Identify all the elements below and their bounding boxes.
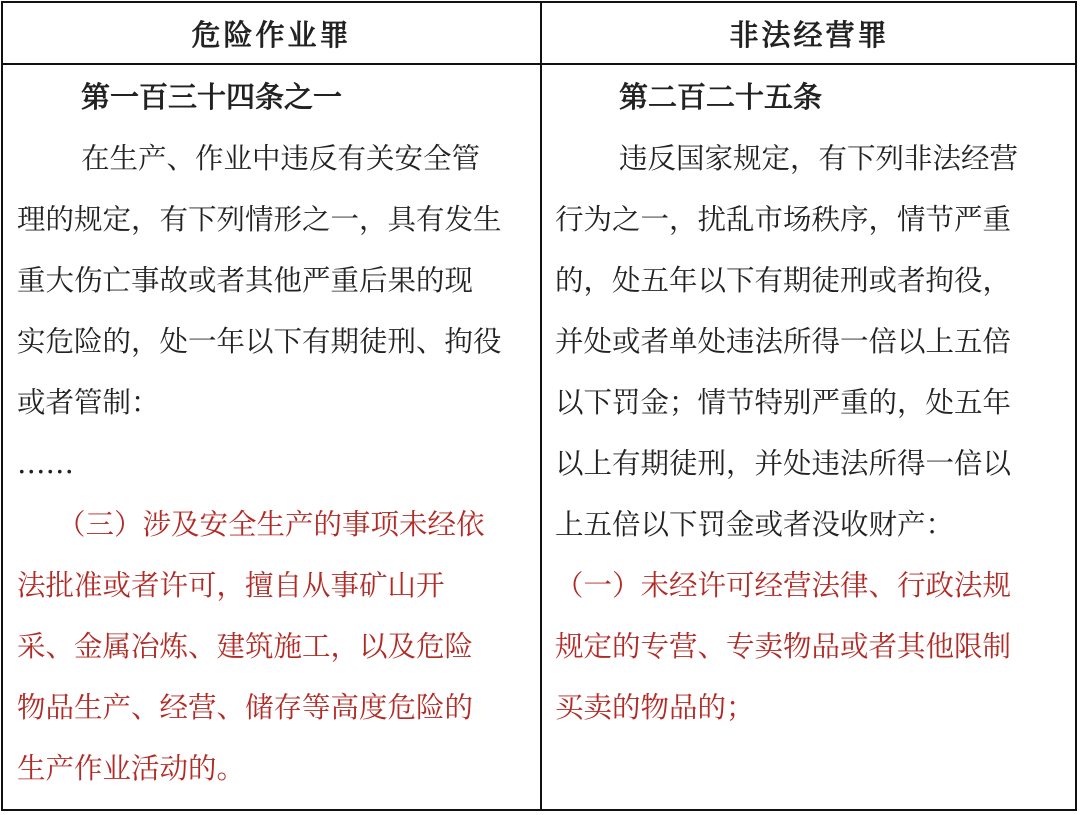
header-divider: [3, 63, 1075, 65]
right-highlight-line: （一）未经许可经营法律、行政法规: [555, 569, 1012, 602]
right-highlight-line: 规定的专营、专卖物品或者其他限制: [555, 630, 1012, 663]
comparison-table: [1, 1, 1077, 811]
right-column-header: 非法经营罪: [729, 17, 890, 52]
right-body-line: 并处或者单处违法所得一倍以上五倍: [555, 325, 1012, 358]
right-body-line: 以下罚金；情节特别严重的，处五年: [555, 386, 1012, 419]
left-column-header: 危险作业罪: [191, 17, 352, 52]
left-cell: [17, 67, 529, 799]
left-body-line: 重大伤亡事故或者其他严重后果的现: [17, 264, 474, 297]
left-ellipsis: ……: [17, 447, 74, 480]
right-article-title: 第二百二十五条: [619, 80, 823, 114]
right-body-line: 违反国家规定，有下列非法经营: [619, 142, 1019, 175]
column-divider: [540, 3, 542, 809]
right-cell: [555, 67, 1055, 738]
right-body-line: 上五倍以下罚金或者没收财产：: [555, 508, 955, 541]
left-highlight-line: 采、金属冶炼、建筑施工，以及危险: [17, 630, 474, 663]
right-highlight-line: 买卖的物品的；: [555, 691, 755, 724]
right-body-line: 行为之一，扰乱市场秩序，情节严重: [555, 203, 1012, 236]
left-highlight-line: 物品生产、经营、储存等高度危险的: [17, 691, 474, 724]
left-highlight-line: （三）涉及安全生产的事项未经依: [57, 508, 485, 541]
left-body-line: 理的规定，有下列情形之一，具有发生: [17, 203, 502, 236]
left-article-title: 第一百三十四条之一: [81, 80, 343, 114]
left-highlight-line: 生产作业活动的。: [17, 752, 246, 785]
left-body-line: 实危险的，处一年以下有期徒刑、拘役: [17, 325, 502, 358]
right-body-line: 以上有期徒刑，并处违法所得一倍以: [555, 447, 1012, 480]
right-body-line: 的，处五年以下有期徒刑或者拘役，: [555, 264, 1012, 297]
left-body-line: 或者管制：: [17, 386, 160, 419]
left-body-line: 在生产、作业中违反有关安全管: [81, 142, 481, 175]
left-highlight-line: 法批准或者许可，擅自从事矿山开: [17, 569, 445, 602]
